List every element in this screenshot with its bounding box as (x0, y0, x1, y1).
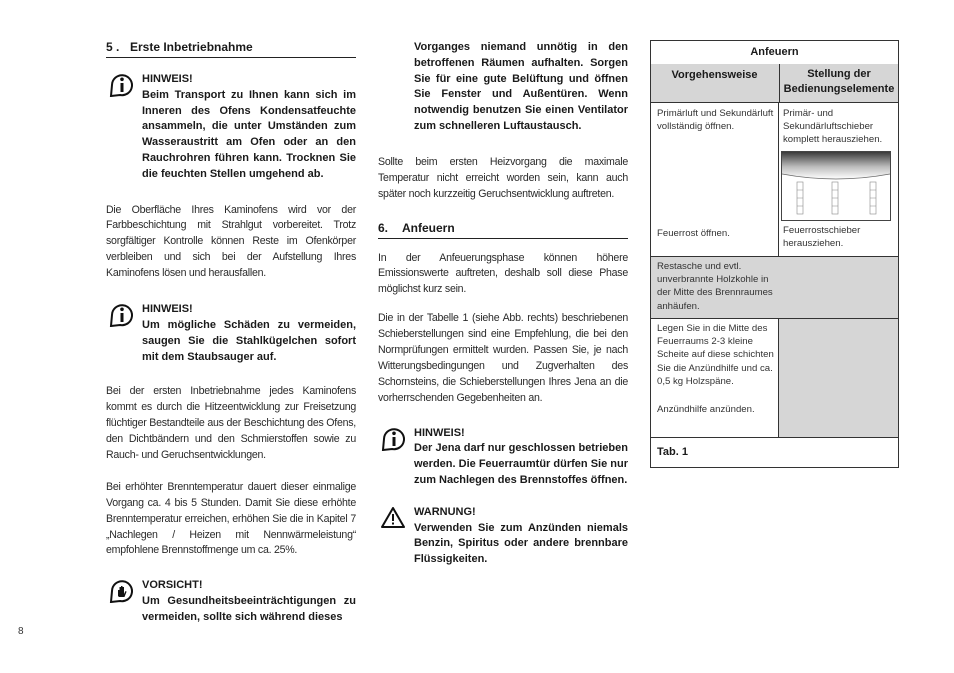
note-vorsicht-continued: Vorganges niemand unnötig in den betroffenen Räumen aufhalten. Sorgen Sie für eine gute Belüftung und öffnen Sie Fenster und Außentüren. Wenn notwendig benutzen Sie einen Ventilator zum schnelleren Luftaustausch. (414, 41, 628, 132)
paragraph-erste-inbetriebnahme: Bei der ersten Inbetriebnahme jedes Kaminofens kommt es durch die Hitzeentwicklung zur Freisetzung flüchtiger Bestandteile aus der Beschichtung des Ofens, den Dichtbändern und den Schmierstoffen sowie zu Rauch- und Geruchsentwicklungen. (106, 385, 356, 461)
table-caption: Tab. 1 (657, 446, 688, 458)
table-cell: Legen Sie in die Mitte des Feuerraums 2-3 kleine Scheite auf diese schichten Sie die Anzündhilfe und ca. 0,5 kg Holzspäne. (657, 323, 774, 387)
info-icon (108, 303, 138, 327)
table-header-row (651, 64, 898, 103)
note-label: HINWEIS! (142, 303, 193, 316)
paragraph-brenntemperatur: Bei erhöhter Brenntemperatur dauert dieser einmalige Vorgang ca. 4 bis 5 Stunden. Damit Sie diese erhöhte Brenntemperatur erreichen, erhöhen Sie die in Kapitel 7 „Nachlegen / Heizen mit Nennwärmeleistung“ empfohlene Brennstoffmenge um ca. 25%. (106, 480, 356, 557)
section-title: Erste Inbetriebnahme (130, 40, 253, 54)
table-title: Anfeuern (651, 41, 898, 65)
note-label: HINWEIS! (414, 426, 465, 439)
info-icon (380, 427, 410, 451)
stove-illustration (782, 152, 890, 220)
table-cell: Primärluft und Sekundärluft vollständig öffnen. (657, 108, 774, 133)
section-number: 5 . (106, 40, 120, 54)
paragraph-geruch: Sollte beim ersten Heizvorgang die maximale Temperatur nicht erreicht worden sein, kann auch später noch kurzzeitig Geruchsentwicklung auftreten. (378, 155, 628, 200)
column-header-stellung: Stellung der Bedienungselemente (779, 64, 898, 102)
table-cell: Feuerrost öffnen. (657, 228, 730, 239)
table-cell: Anzündhilfe anzünden. (657, 404, 755, 415)
caution-hand-icon (108, 579, 138, 603)
note-label: HINWEIS! (142, 73, 193, 85)
table-cell: Primär- und Sekundärluftschieber komplett herausziehen. (783, 108, 883, 146)
column-middle (378, 40, 628, 568)
note-label: WARNUNG! (414, 505, 476, 518)
section-heading-5 (106, 40, 356, 58)
warning-triangle-icon (380, 506, 410, 530)
note-vorsicht (106, 578, 356, 625)
table-cell: Feuerrostschieber herausziehen. (783, 225, 861, 250)
note-text: Um Gesundheitsbeeinträchtigungen zu vermeiden, sollte sich während dieses (142, 595, 356, 623)
note-warnung (378, 505, 628, 568)
note-text: Der Jena darf nur geschlossen betrieben werden. Die Feuerraumtür dürfen Sie nur zum Nachlegen des Brennstoffes öffnen. (414, 442, 628, 487)
info-icon (108, 73, 138, 97)
column-header-vorgehensweise: Vorgehensweise (671, 69, 758, 81)
note-label: VORSICHT! (142, 579, 203, 592)
note-text: Um mögliche Schäden zu vermeiden, saugen Sie die Stahlkügelchen sofort mit dem Staubsauger auf. (142, 318, 356, 363)
row-divider (651, 437, 898, 438)
section-title: Anfeuern (402, 220, 455, 235)
column-left (106, 40, 356, 626)
paragraph-schieberstellungen: Die in der Tabelle 1 (siehe Abb. rechts) beschriebenen Schieberstellungen sind eine Empfehlung, die bei den Normprüfungen ermittelt wurden. Passen Sie, je nach Witterungsbedingungen und Zugverhalten des Schornsteins, die Schieberstellungen Ihres Jena an die vorherrschenden Gegebenheiten an. (378, 312, 628, 404)
anfeuern-table (650, 40, 899, 468)
note-hinweis-staubsauger (106, 302, 356, 365)
paragraph-anfeuerungsphase: In der Anfeuerungsphase können höhere Emissionswerte auftreten, deshalb soll diese Phase möglichst kurz sein. (378, 251, 628, 296)
note-hinweis-geschlossen (378, 426, 628, 489)
note-text: Beim Transport zu Ihnen kann sich im Inneren des Ofens Kondensatfeuchte ansammeln, die unter Umständen zum Wasseraustritt am Ofen oder an den Rauchrohren führen kann. Trocknen Sie die feuchten Stellen umgehend ab. (142, 88, 356, 180)
page-number: 8 (18, 626, 24, 637)
cell-shading (779, 319, 898, 437)
stove-slider-illustration (781, 151, 891, 221)
table-cell: Restasche und evtl. unverbrannte Holzkohle in der Mitte des Brennraumes anhäufen. (657, 261, 773, 312)
section-heading-6 (378, 221, 628, 239)
note-text: Verwenden Sie zum Anzünden niemals Benzin, Spiritus oder andere brennbare Flüssigkeiten. (414, 521, 628, 566)
section-number: 6. (378, 220, 389, 235)
paragraph-strahlgut: Die Oberfläche Ihres Kaminofens wird vor der Farbbeschichtung mit Strahlgut vorbereitet. Trotz sorgfältiger Kontrolle können Reste im Ofenkörper verbleiben und sich bei der Aufstellung Ihres Kaminofens lösen und herausfallen. (106, 203, 356, 280)
note-hinweis-transport (106, 72, 356, 183)
